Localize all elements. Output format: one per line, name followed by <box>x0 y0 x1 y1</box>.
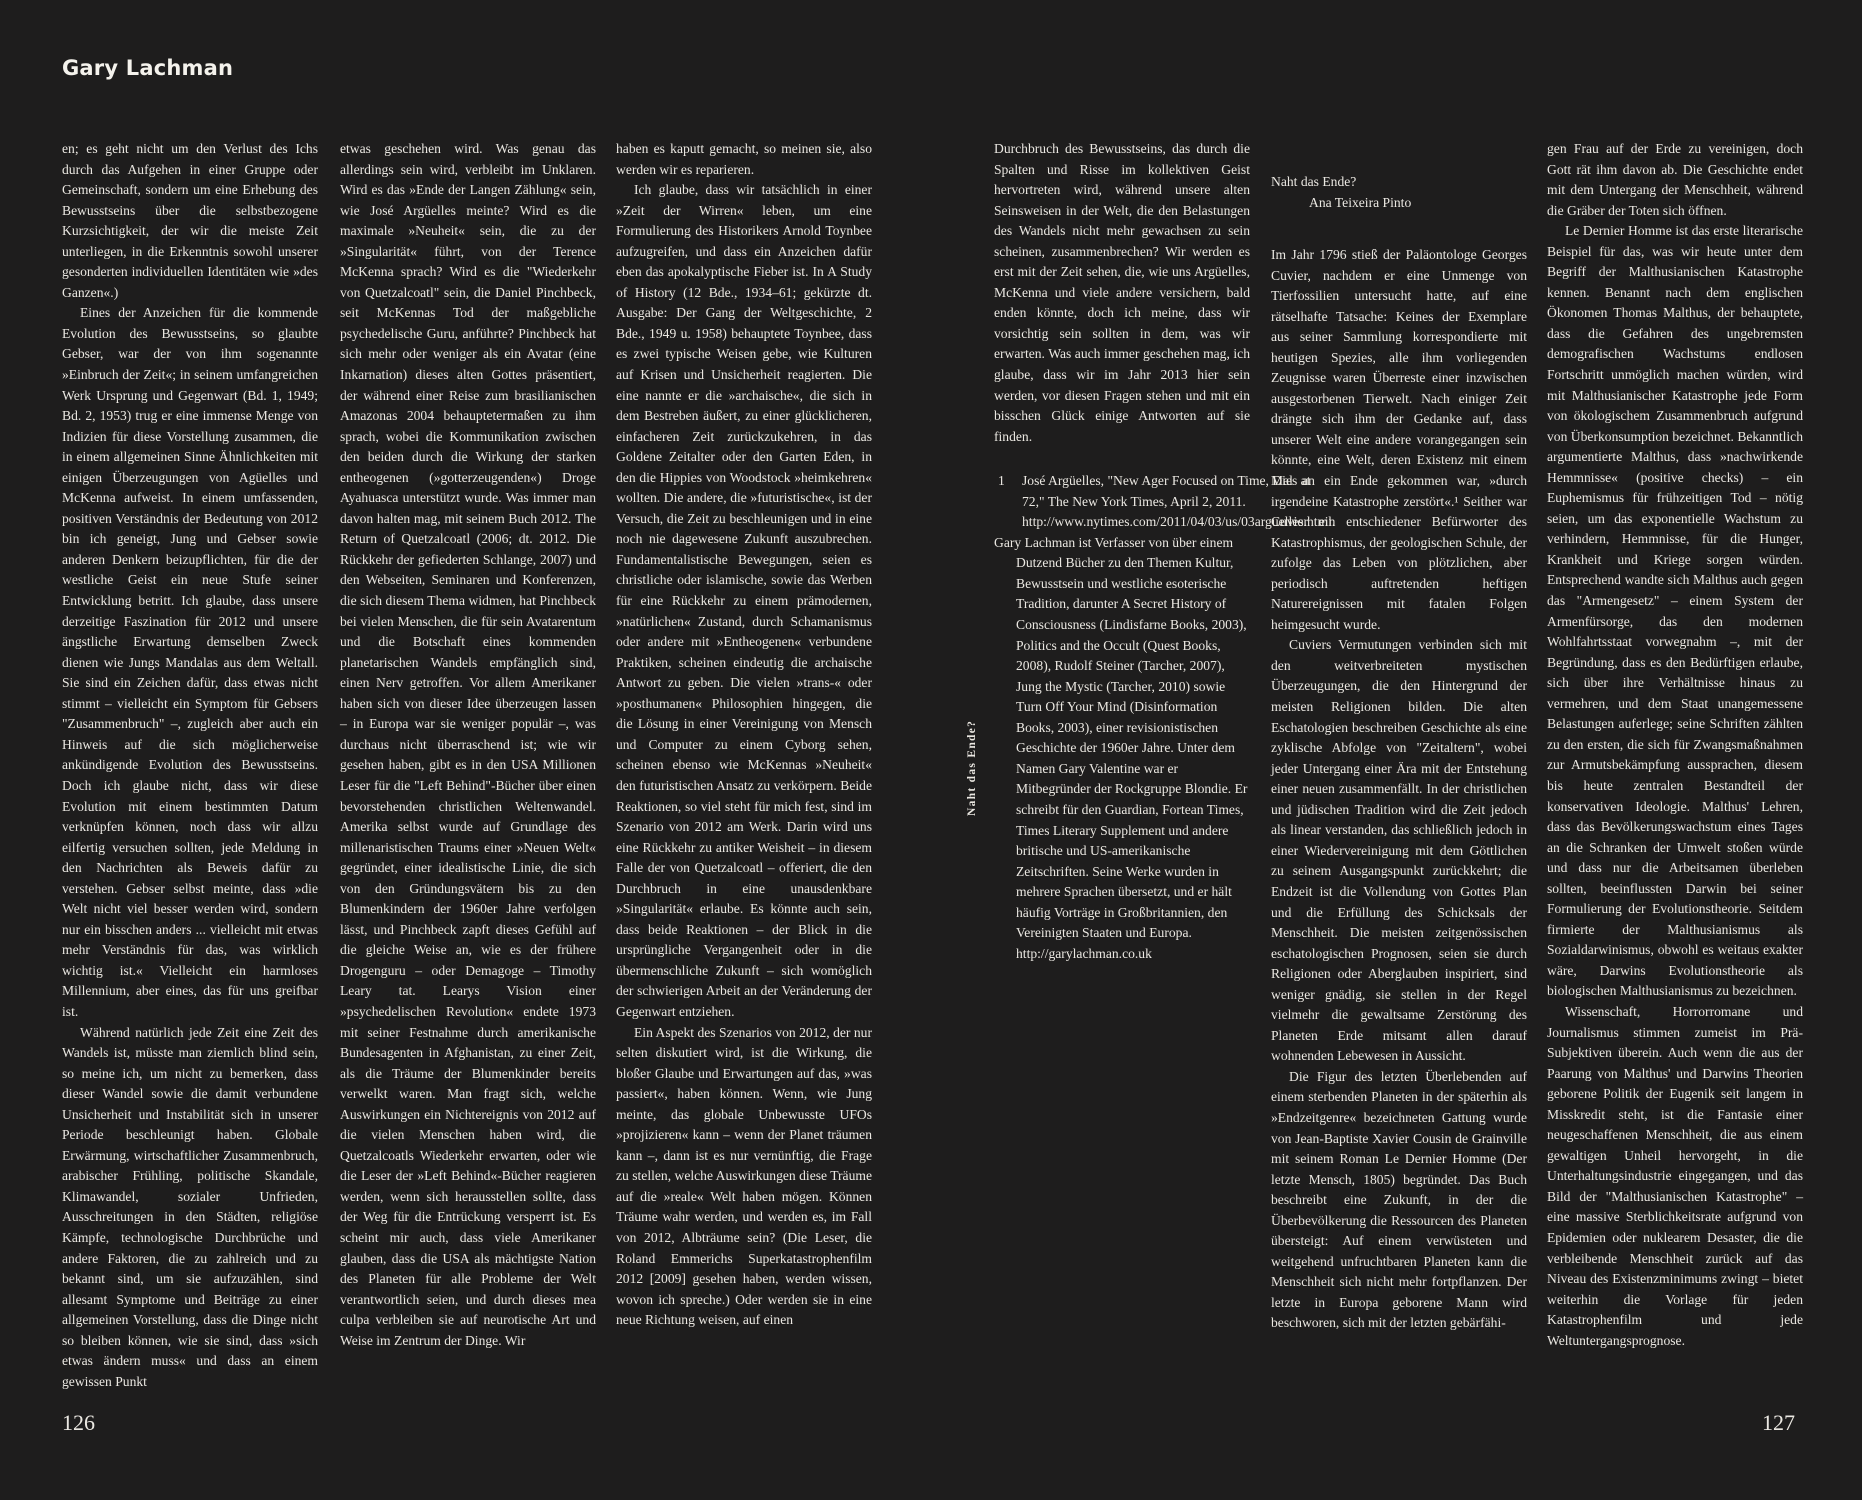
text-column-3 <box>616 139 872 1331</box>
running-header: Gary Lachman <box>62 56 234 80</box>
article-author: Ana Teixeira Pinto <box>1309 195 1412 210</box>
article-title-block <box>1271 171 1527 213</box>
page-number-left: 126 <box>62 1410 95 1435</box>
text-column-5 <box>1271 139 1527 1334</box>
paragraph: Die Figur des letzten Überlebenden auf einem sterbenden Planeten in der späterhin als »Endzeitgenre« bezeichneten Gattung wurde von Jean-Baptiste Xavier Cousin de Grainville mit seinem Roman Le Dernier Homme (Der letzte Mensch, 1805) begründet. Das Buch beschreibt eine Zukunft, in der die Überbevölkerung die Ressourcen des Planeten übersteigt: Auf einem verwüsteten und weitgehend unfruchtbaren Planeten kann die Menschheit sich nicht mehr fortpflanzen. Der letzte in Europa geborene Mann wird beschworen, sich mit der letzten gebärfähi- <box>1271 1068 1527 1331</box>
footnote <box>994 471 1336 533</box>
paragraph: haben es kaputt gemacht, so meinen sie, also werden wir es reparieren. <box>616 141 872 177</box>
paragraph: Eines der Anzeichen für die kommende Evolution des Bewusstseins, so glaubte Gebser, war der von ihm sogenannte »Einbruch der Zeit«; in seinem umfangreichen Werk Ursprung und Gegenwart (Bd. 1, 1949; Bd. 2, 1953) trug er eine immense Menge von Indizien für diese Vorstellung zusammen, die in einem allgemeinen Sinne Ähnlichkeiten mit einigen Überzeugungen von Agüelles und McKenna aufweist. In einem umfassenden, positiven Verständnis der Bedeutung von 2012 bin ich geneigt, Jung und Gebser sowie anderen Denkern beizupflichten, für die der westliche Geist ein neue Stufe seiner Entwicklung betritt. Ich glaube, dass unsere derzeitige Faszination für 2012 und unsere ängstliche Erwartung demselben Zweck dienen wie Jungs Mandalas aus dem Weltall. Sie sind ein Zeichen dafür, dass etwas nicht stimmt – vielleicht ein Symptom für Gebsers "Zusammenbruch" –, zugleich aber auch ein Hinweis auf die sich möglicherweise ankündigende Evolution des Bewusstseins. Doch ich glaube nicht, dass wir diese Evolution mit einem bestimmten Datum verknüpfen können, noch dass wir allzu eilfertig versuchen sollten, jede Meldung in den Nachrichten als Beweis dafür zu verstehen. Gebser selbst meinte, dass »die Welt nicht viel besser werden wird, sondern nur ein bisschen anders ... vielleicht mit etwas mehr Verständnis für das, was wirklich wichtig ist.« Vielleicht ein harmloses Millennium, aber eines, das für uns greifbar ist. <box>62 305 318 1019</box>
paragraph: Ein Aspekt des Szenarios von 2012, der nur selten diskutiert wird, ist die Wirkung, die bloßer Glaube und Erwartungen auf das, »was passiert«, haben können. Wenn, wie Jung meinte, das globale Unbewusste UFOs »projizieren« kann – wenn der Planet träumen kann –, dann ist es nur vernünftig, die Frage zu stellen, welche Auswirkungen diese Träume auf die »reale« Welt haben mögen. Können Träume wahr werden, und werden es, im Fall von 2012, Albträume sein? (Die Leser, die Roland Emmerichs Superkatastrophenfilm 2012 [2009] gesehen haben, werden wissen, wovon ich spreche.) Oder werden sie in eine neue Richtung weisen, auf einen <box>616 1024 872 1328</box>
page-number-right: 127 <box>1762 1410 1795 1435</box>
paragraph: Cuviers Vermutungen verbinden sich mit den weitverbreiteten mystischen Überzeugungen, die den Hintergrund der meisten Religionen bilden. Die alten Eschatologien beschreiben Geschichte als eine zyklische Abfolge von "Zeitaltern", wobei jeder Untergang einer Ära mit der Entstehung einer neuen zusammenfällt. In der christlichen und jüdischen Tradition wird die Zeit jedoch als linear verstanden, das schließlich jedoch in einer Wiedervereinigung mit dem Göttlichen zu seinem Ausgangspunkt zurückkehrt; die Endzeit ist die Vollendung von Gottes Plan und die Erfüllung des Schicksals der Menschheit. Die meisten zeitgenössischen eschatologischen Prognosen, seien sie durch Religionen oder Aberglauben inspiriert, sind weniger gnädig, sie stellen in der Regel vielmehr die gewaltsame Zerstörung des Planeten Erde mitsamt allen darauf wohnenden Lebewesen in Aussicht. <box>1271 637 1527 1064</box>
paragraph: etwas geschehen wird. Was genau das allerdings sein wird, verbleibt im Unklaren. Wird es das »Ende der Langen Zählung« sein, wie José Argüelles meinte? Wird es die maximale »Neuheit« sein, die zu der »Singularität« führt, von der Terence McKenna sprach? Wird es die "Wiederkehr von Quetzalcoatl" sein, die Daniel Pinchbeck, seit McKennas Tod der maßgebliche psychedelische Guru, anführte? Pinchbeck hat sich mehr oder weniger als ein Avatar (eine Inkarnation) dieses alten Gottes präsentiert, der während einer Reise zum brasilianischen Amazonas 2004 behauptetermaßen zu ihm sprach, wobei die Kommunikation zwischen den beiden durch die Wirkung der starken entheogenen (»gotterzeugenden«) Droge Ayahuasca unterstützt wurde. Was immer man davon halten mag, mit seinem Buch 2012. The Return of Quetzalcoatl (2006; dt. 2012. Die Rückkehr der gefiederten Schlange, 2007) und den Webseiten, Seminaren und Konferenzen, die sich diesem Thema widmen, hat Pinchbeck bei vielen Menschen, die für sein Avatarentum und die Botschaft eines kommenden planetarischen Wandels empfänglich sind, einen Nerv getroffen. Vor allem Amerikaner haben sich von dieser Idee überzeugen lassen – in Europa war sie weniger populär –, was durchaus nicht überraschend ist; wie wir gesehen haben, gibt es in den USA Millionen Leser für die "Left Behind"-Bücher über einen bevorstehenden christlichen Weltenwandel. Amerika selbst wurde auf Grundlage des millenaristischen Traums einer »Neuen Welt« gegründet, einer idealistische Linie, die sich von den Gründungsvätern bis zu den Blumenkindern der 1960er Jahre verfolgen lässt, und Pinchbeck zapft dieses Gefühl auf die gleiche Weise an, wie es der frühere Drogenguru – oder Demagoge – Timothy Leary tat. Learys Vision einer »psychedelischen Revolution« endete 1973 mit seiner Festnahme durch amerikanische Bundesagenten in Afghanistan, zu einer Zeit, als die Träume der Blumenkinder bereits verwelkt waren. Man fragt sich, welche Auswirkungen ein Nichtereignis von 2012 auf die vielen Menschen haben wird, die Quetzalcoatls Wiederkehr erwarten, oder wie die Leser der »Left Behind«-Bücher reagieren werden, wenn sich herausstellen sollte, dass der Weg für die Entrückung versperrt ist. Es scheint mir auch, dass viele Amerikaner glauben, dass die USA als mächtigste Nation des Planeten für alle Probleme der Welt verantwortlich seien, und durch dieses mea culpa verbleiben sie auf neurotische Art und Weise im Zentrum der Dinge. Wir <box>340 141 596 1348</box>
text-column-6 <box>1547 139 1803 1351</box>
paragraph: Wissenschaft, Horrorromane und Journalismus stimmen zumeist im Prä-Subjektiven überein. Auch wenn die aus der Paarung von Malthus' und Darwins Theorien geborene Politik der Eugenik seit langem in Misskredit steht, ist die Fantasie einer neugeschaffenen Menschheit, die aus einem gewaltigen Unheil hervorgeht, in die Unterhaltungsindustrie eingegangen, und das Bild der "Malthusianischen Katastrophe" – eine massive Sterblichkeitsrate aufgrund von Epidemien oder nuklearem Desaster, die die verbleibende Menschheit zurück auf das Niveau des Existenzminimums zwingt – bietet weiterhin die Vorlage für jeden Katastrophenfilm und jede Weltuntergangsprognose. <box>1547 1003 1803 1348</box>
paragraph: Ich glaube, dass wir tatsächlich in einer »Zeit der Wirren« leben, um eine Formulierung des Historikers Arnold Toynbee aufzugreifen, und dass ein Anzeichen dafür eben das apokalyptische Fieber ist. In A Study of History (12 Bde., 1934–61; gekürzte dt. Ausgabe: Der Gang der Weltgeschichte, 2 Bde., 1949 u. 1958) behauptete Toynbee, dass es zwei typische Weisen gebe, wie Kulturen auf Krisen und Unsicherheit reagierten. Die eine nannte er die »archaische«, die sich in dem Bestreben äußert, zu einer glücklicheren, einfacheren Zeit zurückzukehren, in das Goldene Zeitalter oder den Garten Eden, in den die Hippies von Woodstock »heimkehren« wollten. Die andere, die »futuristische«, ist der Versuch, die Zeit zu beschleunigen und in eine noch nie dagewesene Zukunft auszubrechen. Fundamentalistische Bewegungen, seien es christliche oder islamische, sowie das Werben für eine Rückkehr zu einem prämodernen, »natürlichen« Zustand, durch Schamanismus oder andere mit »Entheogenen« verbundene Praktiken, scheinen eindeutig die archaische Antwort zu geben. Die vielen »trans-« oder »posthumanen« Philosophien hingegen, die die Lösung in einer Vereinigung von Mensch und Computer zu einem Cyborg sehen, scheinen ebenso wie McKennas »Neuheit« den futuristischen Ansatz zu verkörpern. Beide Reaktionen, so viel steht für mich fest, sind im Szenario von 2012 am Werk. Darin wird uns eine Rückkehr zu antiker Weisheit – in diesem Falle der von Quetzalcoatl – offeriert, die den Durchbruch in eine unausdenkbare »Singularität« erlaube. Es könnte auch sein, dass beide Reaktionen – der Blick in die ursprüngliche Vergangenheit oder in die übermenschliche Zukunft – sich womöglich der schwierigen Arbeit an der Veränderung der Gegenwart entziehen. <box>616 182 872 1019</box>
article-title: Naht das Ende? <box>1271 174 1357 189</box>
paragraph: Im Jahr 1796 stieß der Paläontologe Georges Cuvier, nachdem er eine Unmenge von Tierfossilien untersucht hatte, auf eine rätselhafte Tatsache: Keines der Exemplare aus seiner Sammlung korrespondierte mit heutigen Spezies, alle ihm vorliegenden Zeugnisse waren Überreste einer inzwischen ausgestorbenen Tierwelt. Nach einiger Zeit drängte sich ihm der Gedanke auf, dass unserer Welt eine andere vorangegangen sein könnte, eine Welt, deren Existenz mit einem Mal an ein Ende gekommen war, »durch irgendeine Katastrophe zerstört«.¹ Seither war Cuvier ein entschiedener Befürworter des Katastrophismus, der geologischen Schule, der zufolge das Leben von plötzlichen, aber periodisch auftretenden heftigen Naturereignissen mit fatalen Folgen heimgesucht wurde. <box>1271 247 1527 632</box>
author-bio: Gary Lachman ist Verfasser von über einem Dutzend Bücher zu den Themen Kultur, Bewusstsein und westliche esoterische Tradition, darunter A Secret History of Consciousness (Lindisfarne Books, 2003), Politics and the Occult (Quest Books, 2008), Rudolf Steiner (Tarcher, 2007), Jung the Mystic (Tarcher, 2010) sowie Turn Off Your Mind (Disinformation Books, 2003), einer revisionistischen Geschichte der 1960er Jahre. Unter dem Namen Gary Valentine war er Mitbegründer der Rockgruppe Blondie. Er schreibt für den Guardian, Fortean Times, Times Literary Supplement und andere britische und US-amerikanische Zeitschriften. Seine Werke wurden in mehrere Sprachen übersetzt, und er hält häufig Vorträge in Großbritannien, den Vereinigten Staaten und Europa. http://garylachman.co.uk <box>994 534 1248 961</box>
text-column-2 <box>340 139 596 1351</box>
paragraph: Während natürlich jede Zeit eine Zeit des Wandels ist, müsste man ziemlich blind sein, so meine ich, um nicht zu bemerken, dass dieser Wandel sowie die damit verbundene Unsicherheit und Instabilität sich in unserer Periode beschleunigt haben. Globale Erwärmung, wirtschaftlicher Zusammenbruch, arabischer Frühling, politische Skandale, Klimawandel, sozialer Unfrieden, Ausschreitungen in den Städten, religiöse Kämpfe, technologische Durchbrüche und andere Faktoren, die zu zahlreich und zu bekannt sind, um sie aufzuzählen, sind allesamt Symptome und Beiträge zu einer allgemeinen Vorstellung, dass die Dinge nicht so bleiben können, wie sie sind, dass »sich etwas ändern muss« und dass an einem gewissen Punkt <box>62 1024 318 1389</box>
footnote-number: 1 <box>998 473 1005 489</box>
footnote-text: José Argüelles, "New Ager Focused on Time, Dies at 72," The New York Times, April 2, 2011. http://www.nytimes.com/2011/04/03/us/03arguelles.html. <box>1022 473 1336 530</box>
text-column-1 <box>62 139 318 1392</box>
paragraph: Le Dernier Homme ist das erste literarische Beispiel für das, was wir heute unter dem Begriff der Malthusianischen Katastrophe kennen. Benannt nach dem englischen Ökonomen Thomas Malthus, der behauptete, dass die Gefahren des ungebremsten demografischen Wachstums endlosen Fortschritt unmöglich machen würden, wird mit Malthusianischer Katastrophe jede Form von ökologischem Zusammenbruch aufgrund von Überkonsumption bezeichnet. Bekanntlich argumentierte Malthus, dass »nachwirkende Hemmnisse« (positive checks) – ein Euphemismus für frühzeitigen Tod – nötig seien, um das exponentielle Wachstum zu verhindern, Hemmnisse, für die Hunger, Krankheit und Kriege sorgen würden. Entsprechend wandte sich Malthus auch gegen das "Armengesetz" – einem System der Armenfürsorge, das den modernen Wohlfahrtsstaat vorwegnahm –, mit der Begründung, dass es den Bedürftigen erlaube, sich über ihre Verhältnisse hinaus zu vermehren, und dem Staat unangemessene Belastungen auferlege; seine Schriften zählten zu den ersten, die sich für Zwangsmaßnahmen zur Armutsbekämpfung aussprachen, diesem bis heute zentralen Bestandteil der konservativen Ideologie. Malthus' Lehren, dass das Bevölkerungswachstum eines Tages an die Schranken der Umwelt stoßen würde und dass nur die Arbeitsamen überleben sollten, beeinflussten Darwin bei seiner Formulierung der Evolutionstheorie. Seitdem firmierte der Malthusianismus als Sozialdarwinismus, obwohl es weitaus exakter wäre, Darwins Evolutionstheorie als biologischen Malthusianismus zu bezeichnen. <box>1547 223 1803 999</box>
paragraph: Durchbruch des Bewusstseins, das durch die Spalten und Risse im kollektiven Geist hervortreten wird, während unsere alten Seinsweisen in der Welt, die den Belastungen des Wandels nicht mehr gewachsen zu sein scheinen, zusammenbrechen? Wir werden es erst mit der Zeit sehen, die, wie uns Argüelles, McKenna und viele andere versichern, bald enden könnte, doch ich meine, dass wir vorsichtig sein sollten in dem, was wir erwarten. Was auch immer geschehen mag, ich glaube, dass wir im Jahr 2013 hier sein werden, vor diesen Fragen stehen und mit ein bisschen Glück einige Antworten auf sie finden. <box>994 141 1250 444</box>
vertical-section-label: Naht das Ende? <box>966 719 978 816</box>
paragraph: gen Frau auf der Erde zu vereinigen, doch Gott rät ihm davon ab. Die Geschichte endet mit dem Untergang der Menschheit, während die Gräber der Toten sich öffnen. <box>1547 141 1803 218</box>
paragraph: en; es geht nicht um den Verlust des Ichs durch das Aufgehen in einer Gruppe oder Gemeinschaft, sondern um eine Erhebung des Bewusstseins über die selbstbezogene Kurzsichtigkeit, der wir die meiste Zeit unterliegen, in die Erkenntnis sowohl unserer gesonderten individuellen Identitäten wie »des Ganzen«.) <box>62 141 318 300</box>
